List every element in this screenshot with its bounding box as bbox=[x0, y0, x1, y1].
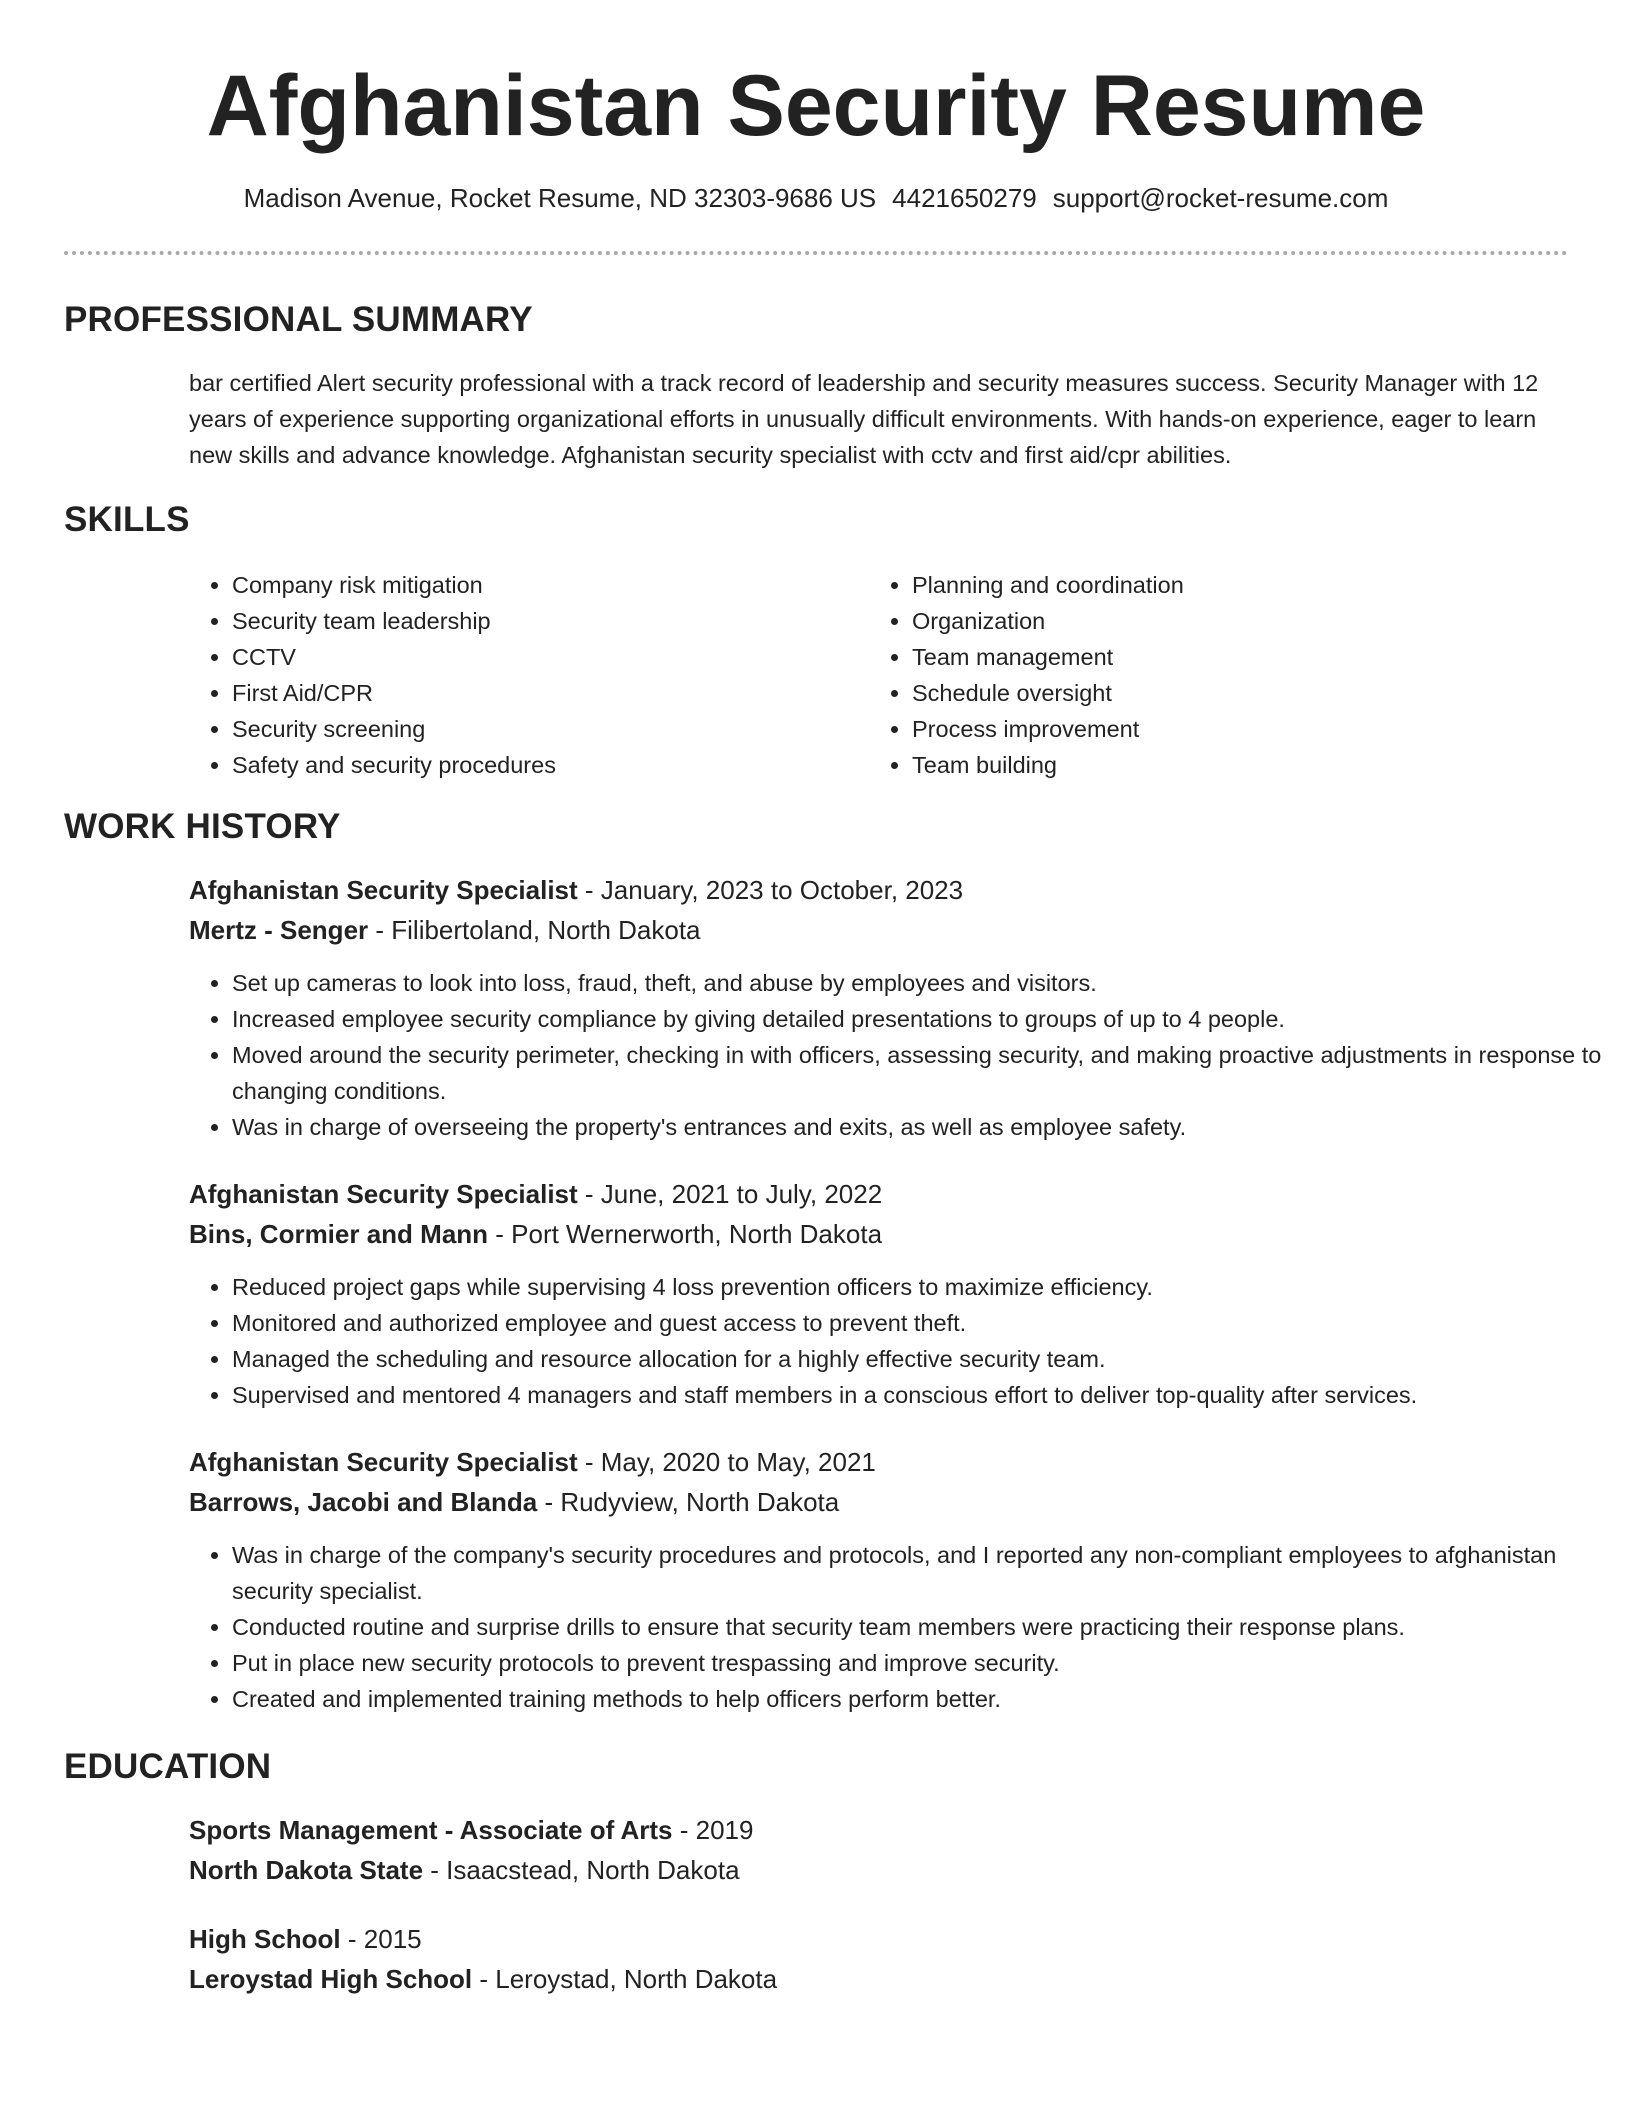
job-bullets bbox=[189, 1537, 1612, 1717]
job-bullet: • Created and implemented training methods to help officers perform better. bbox=[232, 1681, 1612, 1717]
contact-address: Madison Avenue, Rocket Resume, ND 32303-9686 US bbox=[243, 183, 877, 213]
job-bullet: • Monitored and authorized employee and guest access to prevent theft. bbox=[232, 1305, 1612, 1341]
job-title-line bbox=[189, 1444, 876, 1480]
education-location: - Leroystad, North Dakota bbox=[472, 1964, 778, 1994]
skills-list-right bbox=[869, 567, 1532, 783]
job-location: - Port Wernerworth, North Dakota bbox=[488, 1219, 883, 1249]
skill-item: • Security screening bbox=[232, 711, 852, 747]
education-degree: Sports Management - Associate of Arts bbox=[189, 1815, 673, 1845]
job-bullet: • Moved around the security perimeter, checking in with officers, assessing security, and making proactive adjustments in response to changing conditions. bbox=[232, 1037, 1612, 1109]
job-company: Barrows, Jacobi and Blanda bbox=[189, 1487, 538, 1517]
job-company-line bbox=[189, 912, 701, 948]
education-school-line bbox=[189, 1961, 777, 1997]
contact-line bbox=[0, 180, 1632, 216]
skill-item: • First Aid/CPR bbox=[232, 675, 852, 711]
job-company-line bbox=[189, 1484, 839, 1520]
job-bullets bbox=[189, 965, 1612, 1145]
skill-item: • Organization bbox=[912, 603, 1532, 639]
skill-item: • Planning and coordination bbox=[912, 567, 1532, 603]
skill-item: • Team building bbox=[912, 747, 1532, 783]
education-degree-line bbox=[189, 1812, 753, 1848]
job-bullet: • Set up cameras to look into loss, fraud, theft, and abuse by employees and visitors. bbox=[232, 965, 1612, 1001]
education-year: - 2015 bbox=[340, 1924, 422, 1954]
skills-list-left bbox=[189, 567, 852, 783]
job-dates: - June, 2021 to July, 2022 bbox=[577, 1179, 883, 1209]
job-role: Afghanistan Security Specialist bbox=[189, 1447, 578, 1477]
contact-email: support@rocket-resume.com bbox=[1052, 183, 1389, 213]
section-title-skills: SKILLS bbox=[64, 500, 190, 539]
education-degree: High School bbox=[189, 1924, 341, 1954]
section-title-work: WORK HISTORY bbox=[64, 807, 341, 846]
job-role: Afghanistan Security Specialist bbox=[189, 1179, 578, 1209]
job-bullet: • Put in place new security protocols to prevent trespassing and improve security. bbox=[232, 1645, 1612, 1681]
skill-item: • Process improvement bbox=[912, 711, 1532, 747]
job-bullet: • Was in charge of the company's security procedures and protocols, and I reported any non-compliant employees to afghanistan security specialist. bbox=[232, 1537, 1612, 1609]
section-title-summary: PROFESSIONAL SUMMARY bbox=[64, 300, 533, 339]
job-role: Afghanistan Security Specialist bbox=[189, 875, 578, 905]
skill-item: • Safety and security procedures bbox=[232, 747, 852, 783]
skill-item: • Company risk mitigation bbox=[232, 567, 852, 603]
job-bullet: • Was in charge of overseeing the property's entrances and exits, as well as employee safety. bbox=[232, 1109, 1612, 1145]
job-company: Bins, Cormier and Mann bbox=[189, 1219, 489, 1249]
header-divider bbox=[64, 251, 1568, 255]
job-bullets bbox=[189, 1269, 1612, 1413]
job-bullet: • Reduced project gaps while supervising 4 loss prevention officers to maximize efficiency. bbox=[232, 1269, 1612, 1305]
job-company-line bbox=[189, 1216, 882, 1252]
education-location: - Isaacstead, North Dakota bbox=[423, 1855, 740, 1885]
education-school: Leroystad High School bbox=[189, 1964, 473, 1994]
education-year: - 2019 bbox=[672, 1815, 754, 1845]
job-location: - Rudyview, North Dakota bbox=[537, 1487, 840, 1517]
education-school-line bbox=[189, 1852, 740, 1888]
job-title-line bbox=[189, 872, 963, 908]
job-bullet: • Supervised and mentored 4 managers and staff members in a conscious effort to deliver top-quality after services. bbox=[232, 1377, 1612, 1413]
summary-text: bar certified Alert security professional with a track record of leadership and security measures success. Security Manager with 12 years of experience supporting organizational efforts in unusually difficult environments. With hands-on experience, eager to learn new skills and advance knowledge. Afghanistan security specialist with cctv and first aid/cpr abilities. bbox=[189, 370, 1539, 468]
education-school: North Dakota State bbox=[189, 1855, 424, 1885]
job-company: Mertz - Senger bbox=[189, 915, 369, 945]
job-location: - Filibertoland, North Dakota bbox=[368, 915, 701, 945]
job-title-line bbox=[189, 1176, 882, 1212]
skill-item: • Schedule oversight bbox=[912, 675, 1532, 711]
job-bullet: • Managed the scheduling and resource allocation for a highly effective security team. bbox=[232, 1341, 1612, 1377]
skill-item: • Team management bbox=[912, 639, 1532, 675]
education-degree-line bbox=[189, 1921, 422, 1957]
section-title-education: EDUCATION bbox=[64, 1747, 272, 1786]
resume-name: Afghanistan Security Resume bbox=[206, 58, 1426, 154]
skill-item: • Security team leadership bbox=[232, 603, 852, 639]
job-dates: - May, 2020 to May, 2021 bbox=[577, 1447, 876, 1477]
job-dates: - January, 2023 to October, 2023 bbox=[577, 875, 964, 905]
job-bullet: • Conducted routine and surprise drills to ensure that security team members were practicing their response plans. bbox=[232, 1609, 1612, 1645]
job-bullet: • Increased employee security compliance by giving detailed presentations to groups of up to 4 people. bbox=[232, 1001, 1612, 1037]
contact-phone: 4421650279 bbox=[892, 183, 1037, 213]
skill-item: • CCTV bbox=[232, 639, 852, 675]
